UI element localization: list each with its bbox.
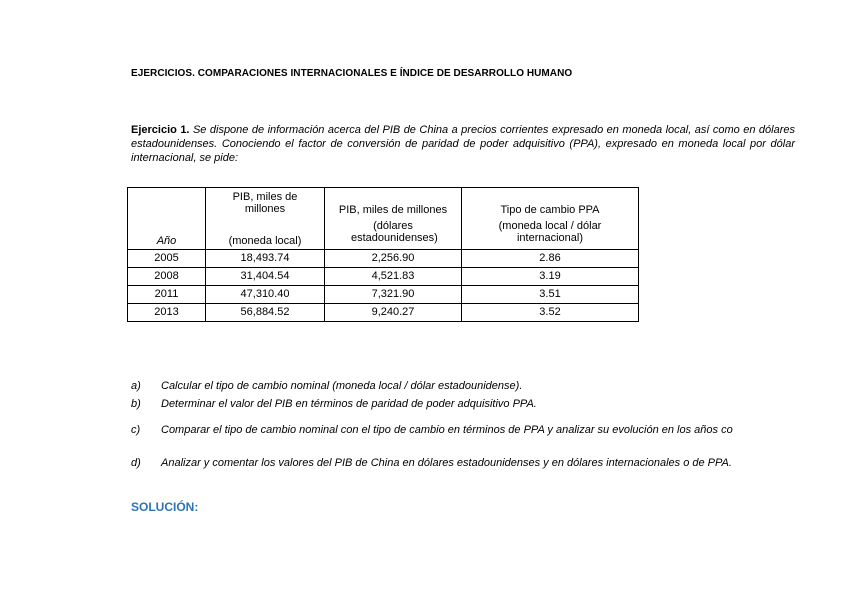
question-text: Analizar y comentar los valores del PIB de China en dólares estadounidenses y en dólares internacionales o de PPA. <box>161 457 732 469</box>
cell-year: 2011 <box>128 286 206 304</box>
gdp-table <box>127 187 639 322</box>
question-text: Comparar el tipo de cambio nominal con el tipo de cambio en términos de PPA y analizar su evolución en los años co <box>161 424 733 436</box>
cell-usd: 7,321.90 <box>325 286 462 304</box>
table-header-row <box>128 188 639 250</box>
header-usd-top: PIB, miles de millones <box>338 204 448 216</box>
header-ppa-top: Tipo de cambio PPA <box>500 204 600 216</box>
page-title: EJERCICIOS. COMPARACIONES INTERNACIONALES E ÍNDICE DE DESARROLLO HUMANO <box>131 68 573 79</box>
cell-local: 31,404.54 <box>206 268 325 286</box>
cell-ppa: 3.19 <box>462 268 639 286</box>
question-text: Calcular el tipo de cambio nominal (moneda local / dólar estadounidense). <box>161 380 523 392</box>
exercise-text: Se dispone de información acerca del PIB de China a precios corrientes expresado en moneda local, así como en dólares estadounidenses. Conociendo el factor de conversión de paridad de poder adquisitivo (PPA), expresado en moneda local por dólar internacional, se pide: <box>131 124 795 164</box>
question-a <box>131 380 795 392</box>
cell-year: 2005 <box>128 250 206 268</box>
header-ppa-bottom: (moneda local / dólar internacional) <box>498 220 602 244</box>
question-letter: b) <box>131 398 141 410</box>
cell-year: 2008 <box>128 268 206 286</box>
header-year <box>128 188 206 250</box>
header-usd-bottom: (dólares estadounidenses) <box>351 220 438 244</box>
exercise-label: Ejercicio 1. <box>131 124 190 136</box>
cell-local: 47,310.40 <box>206 286 325 304</box>
cell-local: 18,493.74 <box>206 250 325 268</box>
solution-heading: SOLUCIÓN: <box>131 500 199 514</box>
question-letter: c) <box>131 424 141 436</box>
cell-ppa: 3.52 <box>462 304 639 322</box>
question-letter: d) <box>131 457 141 469</box>
cell-usd: 2,256.90 <box>325 250 462 268</box>
header-ppa <box>462 188 639 250</box>
cell-ppa: 3.51 <box>462 286 639 304</box>
header-year-label: Año <box>156 235 177 247</box>
table-row <box>128 268 639 286</box>
question-b <box>131 398 795 410</box>
cell-usd: 4,521.83 <box>325 268 462 286</box>
question-d <box>131 457 795 469</box>
header-local-top: PIB, miles de millones <box>232 191 298 215</box>
cell-ppa: 2.86 <box>462 250 639 268</box>
header-local-bottom: (moneda local) <box>228 235 302 247</box>
cell-year: 2013 <box>128 304 206 322</box>
table-row <box>128 250 639 268</box>
question-c <box>131 424 795 436</box>
header-usd <box>325 188 462 250</box>
table-row <box>128 286 639 304</box>
cell-usd: 9,240.27 <box>325 304 462 322</box>
question-letter: a) <box>131 380 141 392</box>
table-row <box>128 304 639 322</box>
header-local <box>206 188 325 250</box>
question-text: Determinar el valor del PIB en términos de paridad de poder adquisitivo PPA. <box>161 398 537 410</box>
cell-local: 56,884.52 <box>206 304 325 322</box>
exercise-intro <box>131 123 795 165</box>
